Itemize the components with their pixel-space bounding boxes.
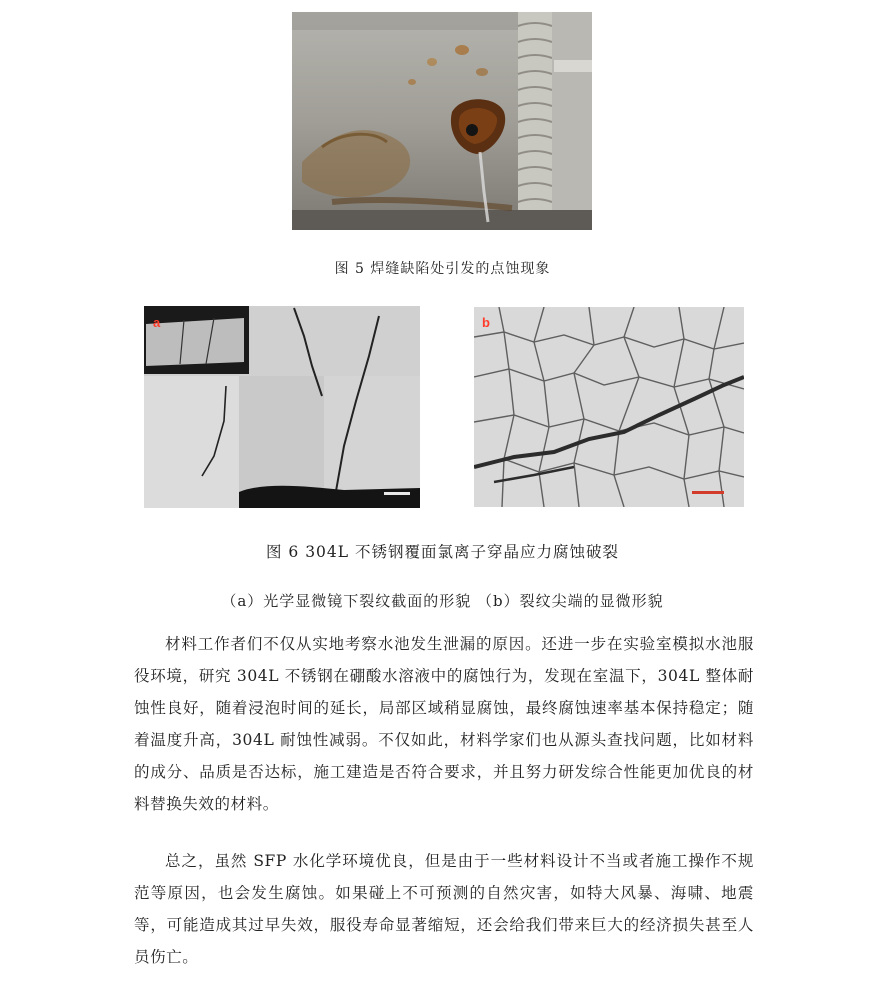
crack-cross-section-image xyxy=(144,306,420,508)
figure-5-photo xyxy=(292,12,592,230)
panel-b-label: b xyxy=(482,315,490,330)
body-paragraph-1: 材料工作者们不仅从实地考察水池发生泄漏的原因。还进一步在实验室模拟水池服役环境，研究 304L 不锈钢在硼酸水溶液中的腐蚀行为，发现在室温下，304L 整体耐蚀性良好，随着浸泡时间的延长，局部区域稍显腐蚀，最终腐蚀速率基本保持稳定；随着温度升高，304L 耐蚀性减弱。不仅如此，材料学家们也从源头查找问题，比如材料的成分、品质是否达标，施工建造是否符合要求，并且努力研发综合性能更加优良的材料替换失效的材料。 xyxy=(134,635,754,813)
panel-a-label: a xyxy=(153,315,161,330)
weld-pitting-image xyxy=(292,12,592,230)
figure-6a-micrograph xyxy=(144,306,420,508)
figure-5-caption: 图 5 焊缝缺陷处引发的点蚀现象 xyxy=(334,261,551,277)
figure-6-subcaption: （a）光学显微镜下裂纹截面的形貌 （b）裂纹尖端的显微形貌 xyxy=(221,592,664,610)
body-paragraph-2: 总之，虽然 SFP 水化学环境优良，但是由于一些材料设计不当或者施工操作不规范等原因，也会发生腐蚀。如果碰上不可预测的自然灾害，如特大风暴、海啸、地震等，可能造成其过早失效，服役寿命显著缩短，还会给我们带来巨大的经济损失甚至人员伤亡。 xyxy=(134,852,754,966)
figure-6-caption: 图 6 304L 不锈钢覆面氯离子穿晶应力腐蚀破裂 xyxy=(265,543,620,561)
figure-6b-micrograph xyxy=(474,307,744,507)
crack-tip-image xyxy=(474,307,744,507)
